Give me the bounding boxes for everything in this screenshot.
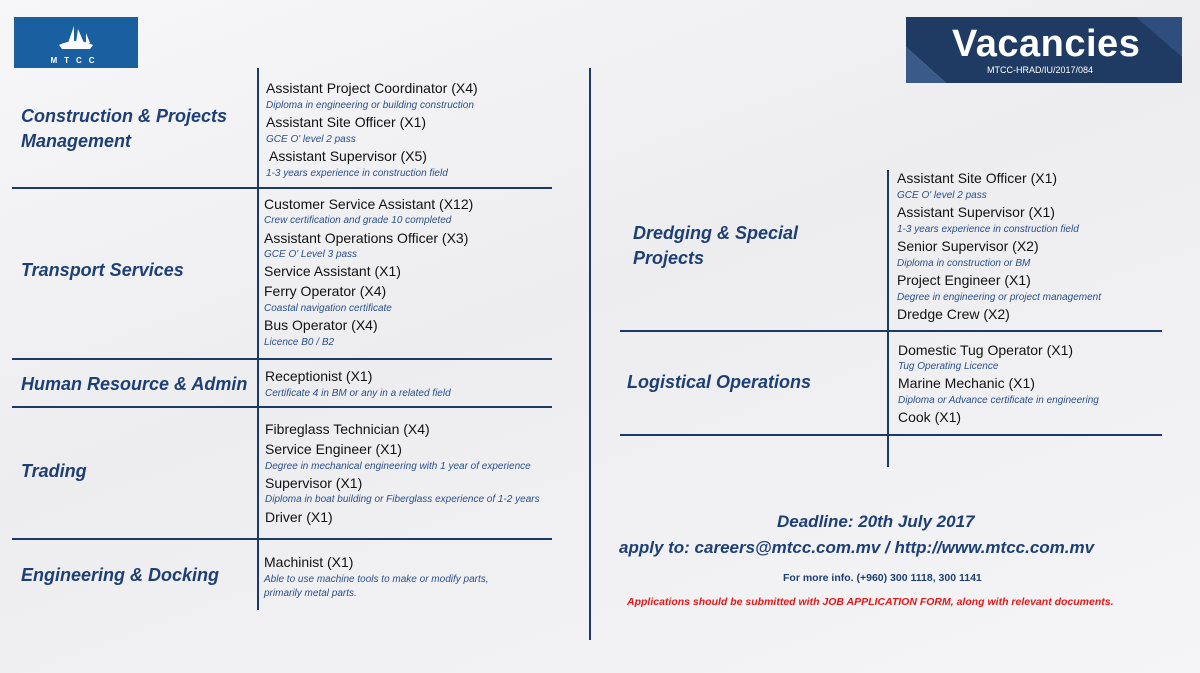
banner-reference: MTCC-HRAD/IU/2017/084 [987, 65, 1094, 75]
job-title: Service Assistant (X1) [264, 263, 401, 279]
job-requirement: 1-3 years experience in construction field [266, 168, 448, 179]
application-note: Applications should be submitted with JOB APPLICATION FORM, along with relevant documents. [627, 596, 1114, 608]
contact-info: For more info. (+960) 300 1118, 300 1141 [783, 572, 982, 584]
job-requirement: Certificate 4 in BM or any in a related field [265, 388, 451, 399]
job-requirement: Diploma in construction or BM [897, 258, 1031, 269]
job-title: Service Engineer (X1) [265, 441, 402, 457]
job-requirement: Degree in mechanical engineering with 1 year of experience [265, 461, 531, 472]
job-title: Assistant Site Officer (X1) [897, 170, 1058, 186]
category-trading: Trading [21, 461, 87, 481]
job-title: Dredge Crew (X2) [897, 306, 1010, 322]
job-title: Assistant Supervisor (X5) [269, 148, 427, 164]
logo-text: MTCC [50, 56, 102, 65]
job-requirement: Crew certification and grade 10 completed [264, 215, 452, 226]
job-title: Ferry Operator (X4) [264, 283, 387, 299]
category-construction: Construction & Projects Management [21, 106, 228, 151]
job-requirement: GCE O' Level 3 pass [264, 249, 358, 260]
job-requirement: 1-3 years experience in construction field [897, 224, 1079, 235]
job-title: Machinist (X1) [264, 554, 354, 570]
job-requirement: primarily metal parts. [264, 588, 357, 599]
job-title: Assistant Site Officer (X1) [266, 114, 427, 130]
right-column-divider [887, 170, 889, 467]
row-divider [12, 358, 552, 360]
deadline-text: Deadline: 20th July 2017 [777, 512, 975, 531]
job-title: Fibreglass Technician (X4) [265, 421, 430, 437]
job-requirement: Able to use machine tools to make or modify parts, [264, 574, 489, 585]
job-title: Cook (X1) [898, 409, 962, 425]
category-dredging [633, 221, 798, 271]
job-title: Assistant Operations Officer (X3) [264, 230, 469, 246]
category-logistical: Logistical Operations [627, 372, 812, 392]
job-requirement: Diploma in engineering or building construction [266, 100, 474, 111]
job-title: Project Engineer (X1) [897, 272, 1031, 288]
category-engineering: Engineering & Docking [21, 565, 220, 585]
row-divider [12, 406, 552, 408]
job-requirement: GCE O' level 2 pass [897, 190, 987, 201]
job-requirement: Tug Operating Licence [898, 361, 999, 372]
job-title: Customer Service Assistant (X12) [264, 196, 474, 212]
job-requirement: Licence B0 / B2 [264, 337, 335, 348]
category-dredging-line1: Dredging & Special [633, 223, 799, 243]
job-title: Marine Mechanic (X1) [898, 375, 1035, 391]
job-title: Domestic Tug Operator (X1) [898, 342, 1074, 358]
row-divider [620, 330, 1162, 332]
apply-contact[interactable]: apply to: careers@mtcc.com.mv / http://www.mtcc.com.mv [619, 538, 1095, 557]
job-requirement: Coastal navigation certificate [264, 303, 392, 314]
job-requirement: Degree in engineering or project management [897, 292, 1102, 303]
job-title: Driver (X1) [265, 509, 333, 525]
center-divider [589, 68, 591, 640]
category-dredging-line2: Projects [633, 248, 705, 268]
category-hr: Human Resource & Admin [21, 374, 248, 394]
mtcc-logo [14, 17, 138, 68]
job-title: Assistant Supervisor (X1) [897, 204, 1055, 220]
job-requirement: GCE O' level 2 pass [266, 134, 356, 145]
row-divider [12, 187, 552, 189]
row-divider [12, 538, 552, 540]
category-transport: Transport Services [21, 260, 184, 280]
row-divider [620, 434, 1162, 436]
job-title: Bus Operator (X4) [264, 317, 378, 333]
job-title: Supervisor (X1) [265, 475, 363, 491]
job-title: Assistant Project Coordinator (X4) [266, 80, 478, 96]
ship-sail-icon [56, 23, 96, 51]
job-title: Receptionist (X1) [265, 368, 373, 384]
left-column-divider [257, 68, 259, 610]
job-requirement: Diploma or Advance certificate in engineering [898, 395, 1099, 406]
banner-title: Vacancies [952, 23, 1141, 65]
job-title: Senior Supervisor (X2) [897, 238, 1039, 254]
job-requirement: Diploma in boat building or Fiberglass experience of 1-2 years [265, 494, 540, 505]
